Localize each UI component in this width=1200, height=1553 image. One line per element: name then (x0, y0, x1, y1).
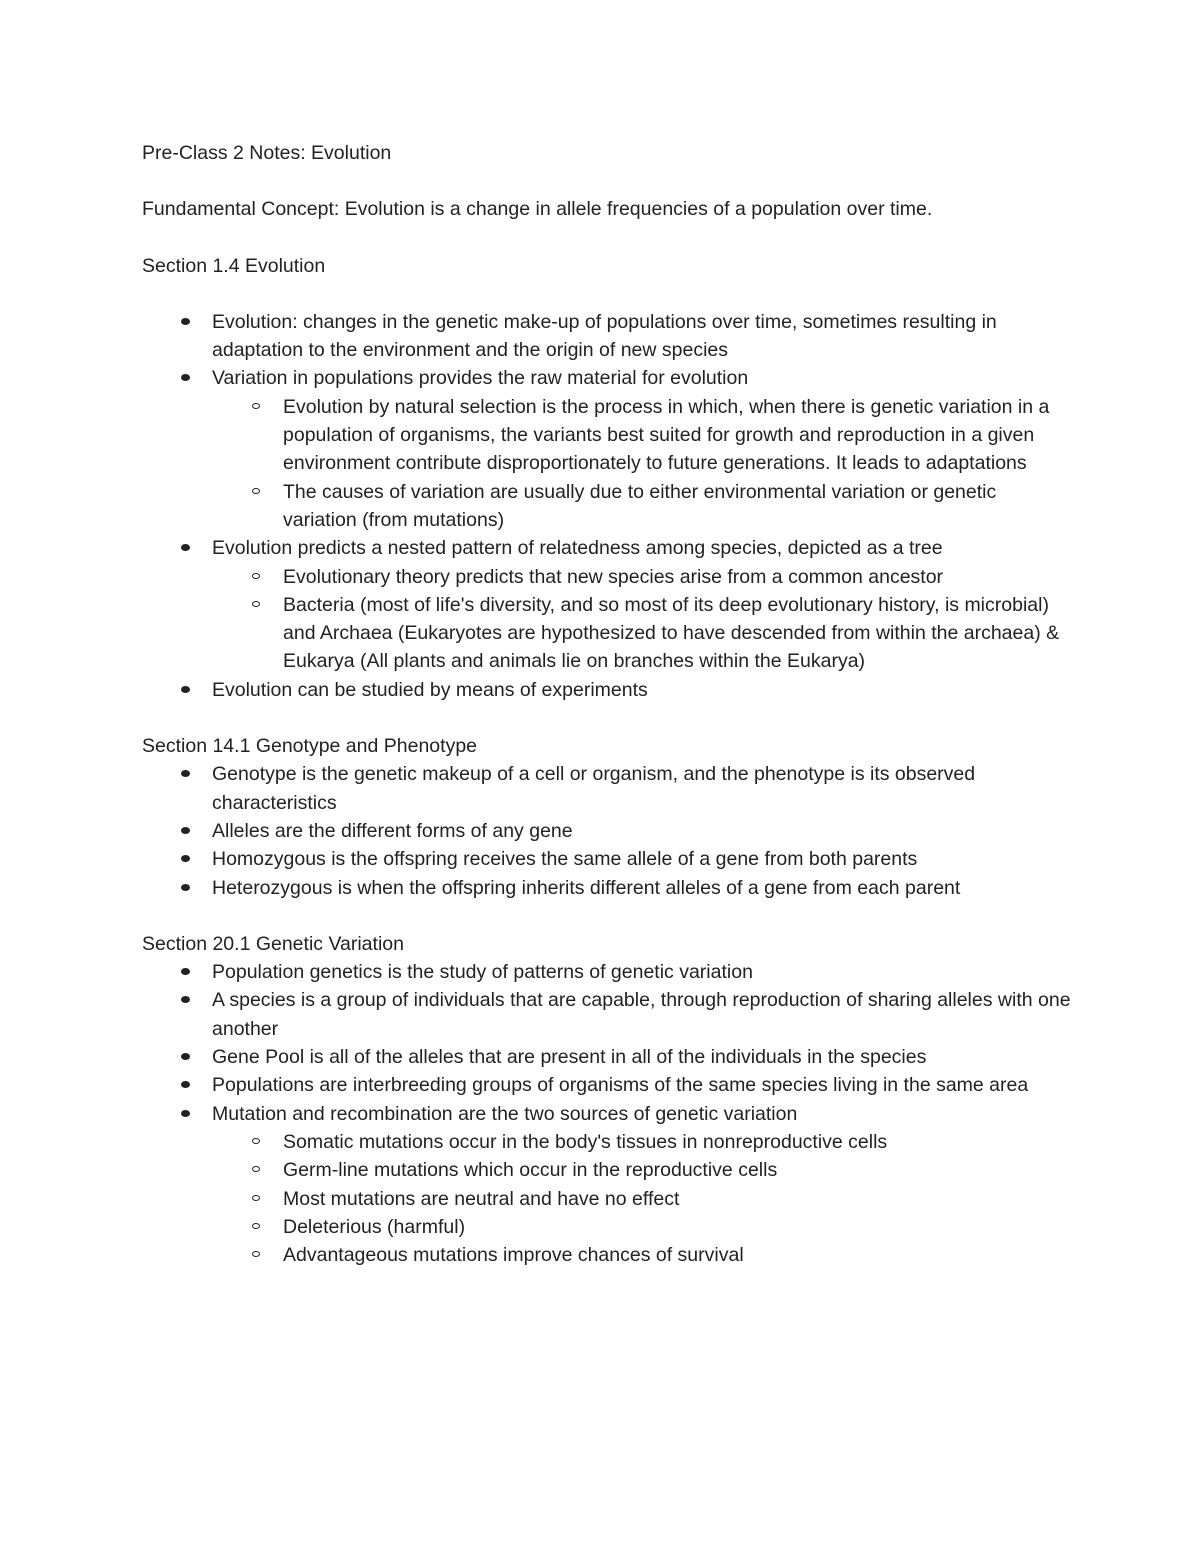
list-item (212, 1043, 1072, 1071)
list-item (212, 874, 1072, 902)
list-item (212, 845, 1072, 873)
sub-list-item (283, 1213, 1072, 1241)
sub-list-item-text: Somatic mutations occur in the body's tissues in nonreproductive cells (283, 1130, 888, 1153)
section-heading: Section 1.4 Evolution (142, 254, 326, 277)
list-item-text: Heterozygous is when the offspring inherits different alleles of a gene from each parent (212, 876, 961, 899)
list-item-text: Evolution predicts a nested pattern of relatedness among species, depicted as a tree (212, 537, 943, 560)
section-heading: Section 14.1 Genotype and Phenotype (142, 735, 478, 758)
list-item-text: Alleles are the different forms of any gene (212, 819, 573, 842)
sub-list-item (283, 478, 1072, 535)
filled-bullet-icon (181, 1110, 190, 1117)
filled-bullet-icon (181, 827, 190, 834)
list-item-text: Evolution can be studied by means of experiments (212, 678, 648, 701)
sub-list-item-text: Evolutionary theory predicts that new species arise from a common ancestor (283, 565, 944, 588)
hollow-bullet-icon (252, 573, 260, 579)
bullet-list (142, 308, 1072, 704)
list-item-text: Gene Pool is all of the alleles that are present in all of the individuals in the species (212, 1046, 927, 1069)
filled-bullet-icon (181, 318, 190, 325)
bullet-list (142, 958, 1072, 1269)
hollow-bullet-icon (252, 403, 260, 409)
sub-list-item-text: The causes of variation are usually due to either environmental variation or genetic variation (from mutations) (283, 480, 997, 531)
list-item (212, 308, 1072, 365)
sub-bullet-list (212, 563, 1072, 676)
hollow-bullet-icon (252, 1166, 260, 1172)
sub-list-item (283, 1128, 1072, 1156)
sub-list-item-text: Deleterious (harmful) (283, 1215, 466, 1238)
fundamental-concept: Fundamental Concept: Evolution is a change in allele frequencies of a population over time. (142, 198, 933, 221)
list-item (212, 986, 1072, 1043)
section-heading: Section 20.1 Genetic Variation (142, 932, 404, 955)
list-item-text: Populations are interbreeding groups of organisms of the same species living in the same area (212, 1074, 1029, 1097)
list-item-text: Variation in populations provides the raw material for evolution (212, 367, 749, 390)
sub-bullet-list (212, 393, 1072, 534)
sub-list-item (283, 1241, 1072, 1269)
list-item-text: Population genetics is the study of patterns of genetic variation (212, 961, 753, 984)
section-genotype-phenotype (142, 732, 1072, 902)
list-item (212, 958, 1072, 986)
filled-bullet-icon (181, 1053, 190, 1060)
filled-bullet-icon (181, 544, 190, 551)
hollow-bullet-icon (252, 1251, 260, 1257)
filled-bullet-icon (181, 770, 190, 777)
sub-list-item-text: Advantageous mutations improve chances of survival (283, 1244, 744, 1267)
sub-list-item-text: Germ-line mutations which occur in the reproductive cells (283, 1159, 778, 1182)
list-item (212, 534, 1072, 675)
bullet-list (142, 760, 1072, 901)
list-item-text: Evolution: changes in the genetic make-up of populations over time, sometimes resulting in adaptation to the environment and the origin of new species (212, 310, 997, 362)
list-item (212, 364, 1072, 534)
sub-list-item-text: Most mutations are neutral and have no effect (283, 1187, 680, 1210)
section-evolution (142, 252, 1072, 704)
document-page (142, 139, 1072, 1297)
list-item (212, 676, 1072, 704)
list-item (212, 817, 1072, 845)
sub-list-item (283, 591, 1072, 676)
hollow-bullet-icon (252, 488, 260, 494)
list-item-text: Mutation and recombination are the two sources of genetic variation (212, 1102, 798, 1125)
filled-bullet-icon (181, 884, 190, 891)
hollow-bullet-icon (252, 1223, 260, 1229)
list-item (212, 1071, 1072, 1099)
sub-list-item (283, 563, 1072, 591)
sub-list-item-text: Bacteria (most of life's diversity, and so most of its deep evolutionary history, is microbial) and Archaea (Eukaryotes are hypothesized to have descended from within the archaea) & Eukarya (All plants and animals lie on branches within the Eukarya) (283, 593, 1060, 673)
list-item (212, 760, 1072, 817)
list-item (212, 1100, 1072, 1270)
filled-bullet-icon (181, 996, 190, 1003)
list-item-text: A species is a group of individuals that are capable, through reproduction of sharing alleles with one another (212, 989, 1071, 1040)
filled-bullet-icon (181, 855, 190, 862)
section-genetic-variation (142, 930, 1072, 1270)
sub-bullet-list (212, 1128, 1072, 1269)
list-item-text: Genotype is the genetic makeup of a cell or organism, and the phenotype is its observed characteristics (212, 763, 976, 814)
filled-bullet-icon (181, 1081, 190, 1088)
hollow-bullet-icon (252, 1138, 260, 1144)
list-item-text: Homozygous is the offspring receives the same allele of a gene from both parents (212, 848, 918, 871)
filled-bullet-icon (181, 374, 190, 381)
sub-list-item (283, 393, 1072, 478)
sub-list-item (283, 1156, 1072, 1184)
filled-bullet-icon (181, 686, 190, 693)
hollow-bullet-icon (252, 1195, 260, 1201)
document-title: Pre-Class 2 Notes: Evolution (142, 142, 392, 164)
sub-list-item (283, 1185, 1072, 1213)
sub-list-item-text: Evolution by natural selection is the process in which, when there is genetic variation in a population of organisms, the variants best suited for growth and reproduction in a given environment contribute disproportionately to future generations. It leads to adaptations (283, 395, 1050, 475)
filled-bullet-icon (181, 968, 190, 975)
hollow-bullet-icon (252, 601, 260, 607)
